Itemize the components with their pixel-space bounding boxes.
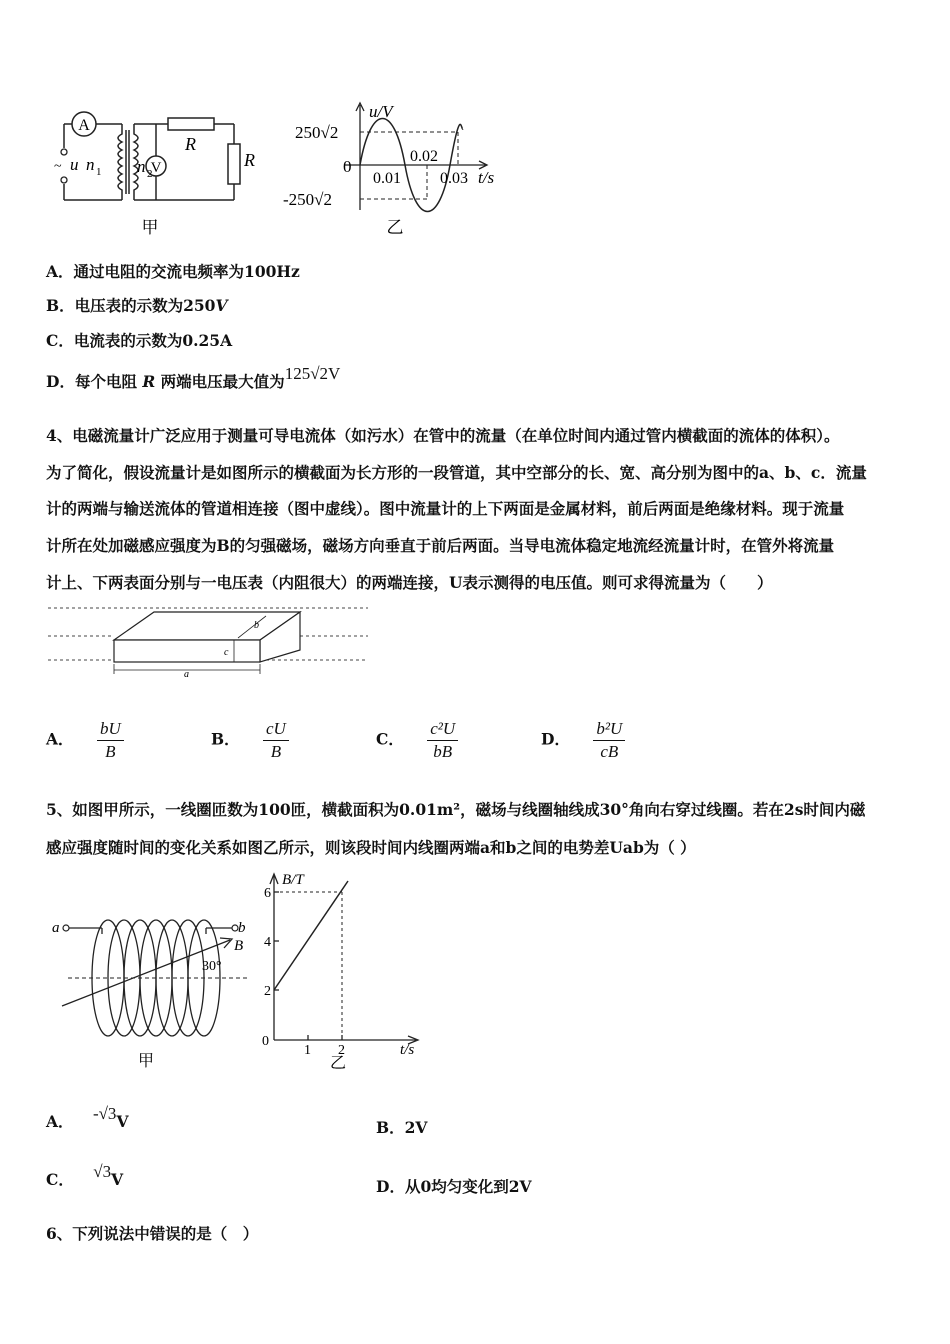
bt-x-axis-label: t/s [400,1042,415,1058]
q4-option-a-fraction: $\frac{bU}{B}$ [97,718,124,763]
q4-stem-line-4: 计所在处加磁感应强度为B的匀强磁场，磁场方向垂直于前后两面。当导电流体稳定地流经流量计时，在管外将流量 [46,536,835,555]
coil-figure [48,888,258,1073]
bt-y-axis-label: B/T [282,872,304,888]
q5-option-b[interactable]: B．2V [376,1118,428,1137]
terminal-b-label: b [238,920,246,936]
y-axis-label: u/V [369,102,393,121]
q4-stem-line-5: 计上、下两表面分别与一电压表（内阻很大）的两端连接，U表示测得的电压值。则可求得流量为（ ） [46,573,773,592]
transformer-circuit-figure [50,100,260,240]
bt-graph-figure [258,868,428,1073]
q5-option-d[interactable]: D．从0均匀变化到2V [376,1177,532,1196]
t1-label: 0.01 [373,170,401,187]
q3-option-a[interactable]: A．通过电阻的交流电频率为100Hz [46,262,300,281]
magnetic-field-label: B [234,938,244,954]
resistor-right-label: R [244,150,255,170]
q3-option-d[interactable]: D．每个电阻 R 两端电压最大值为125√2V [46,364,341,391]
angle-label: 30° [202,959,222,974]
q3-option-b[interactable]: B．电压表的示数为250V [46,296,228,315]
resistor-right [228,144,240,184]
q4-option-b-fraction: $\frac{cU}{B}$ [263,718,289,763]
n1-label: n [86,155,95,174]
q4-option-a[interactable]: A． $\frac{bU}{B}$ [46,718,124,763]
origin-label: 0 [343,157,352,176]
resistor-top-label: R [185,134,196,154]
voltmeter-label: V [150,160,162,176]
q5-stem-line-1: 5、如图甲所示，一线圈匝数为100匝，横截面积为0.01m²，磁场与线圈轴线成30°角向右穿过线圈。若在2s时间内磁 [46,800,866,819]
figure-caption-jia: 甲 [141,218,159,237]
coil-caption: 甲 [137,1053,155,1070]
n2-label: n [137,157,146,176]
t2-label: 0.02 [410,148,438,165]
n2-subscript: 2 [147,168,153,180]
flowmeter-figure [48,600,378,680]
dimension-b-label: b [254,620,259,631]
q6-stem: 6、下列说法中错误的是（ ） [46,1224,259,1243]
terminal-a-label: a [52,920,60,936]
q5-stem-line-2: 感应强度随时间的变化关系如图乙所示，则该段时间内线圈两端a和b之间的电势差Uab为（ ） [46,838,696,857]
t3-label: 0.03 [440,170,468,187]
voltage-waveform-figure [275,95,515,240]
q4-option-d[interactable]: D． $\frac{\text{b²U}}{cB}$ [541,718,625,763]
bt-caption: 乙 [329,1055,347,1072]
q4-option-c[interactable]: C． $\frac{\text{c²U}}{bB}$ [376,718,458,763]
dimension-a-label: a [184,669,189,680]
q5-option-c[interactable]: C． √3V [46,1162,124,1189]
bt-y-tick-2: 2 [264,984,271,999]
dimension-c-label: c [224,647,229,658]
q4-option-c-fraction: $\frac{\text{c²U}}{bB}$ [427,718,458,763]
y-min-label: -250√2 [283,190,332,209]
ammeter-label: A [78,117,90,134]
figure-caption-yi: 乙 [386,218,404,237]
bt-x-tick-1: 1 [304,1043,311,1058]
n1-subscript: 1 [96,166,102,178]
q4-stem-line-3: 计的两端与输送流体的管道相连接（图中虚线）。图中流量计的上下两面是金属材料，前后两面是绝缘材料。现于流量 [46,499,845,518]
x-axis-label: t/s [478,168,495,187]
bt-y-tick-4: 4 [264,935,271,950]
q4-stem-line-2: 为了简化，假设流量计是如图所示的横截面为长方形的一段管道，其中空部分的长、宽、高分别为图中的a、b、c．流量 [46,463,867,482]
bt-line [274,881,348,990]
q4-option-d-fraction: $\frac{\text{b²U}}{cB}$ [593,718,625,763]
bt-y-tick-6: 6 [264,886,271,901]
bt-x-tick-2: 2 [338,1043,345,1058]
y-max-label: 250√2 [295,123,339,142]
resistor-top [168,118,214,130]
q5-option-a[interactable]: A． -√3V [46,1104,129,1131]
q3-option-c[interactable]: C．电流表的示数为0.25A [46,331,233,350]
q4-stem-line-1: 4、电磁流量计广泛应用于测量可导电流体（如污水）在管中的流量（在单位时间内通过管内横截面的流体的体积）。 [46,426,840,445]
bt-origin: 0 [262,1034,269,1049]
ac-source-symbol: ~ [54,159,62,174]
q4-option-b[interactable]: B． $\frac{cU}{B}$ [211,718,289,763]
source-voltage-label: u [70,155,79,174]
